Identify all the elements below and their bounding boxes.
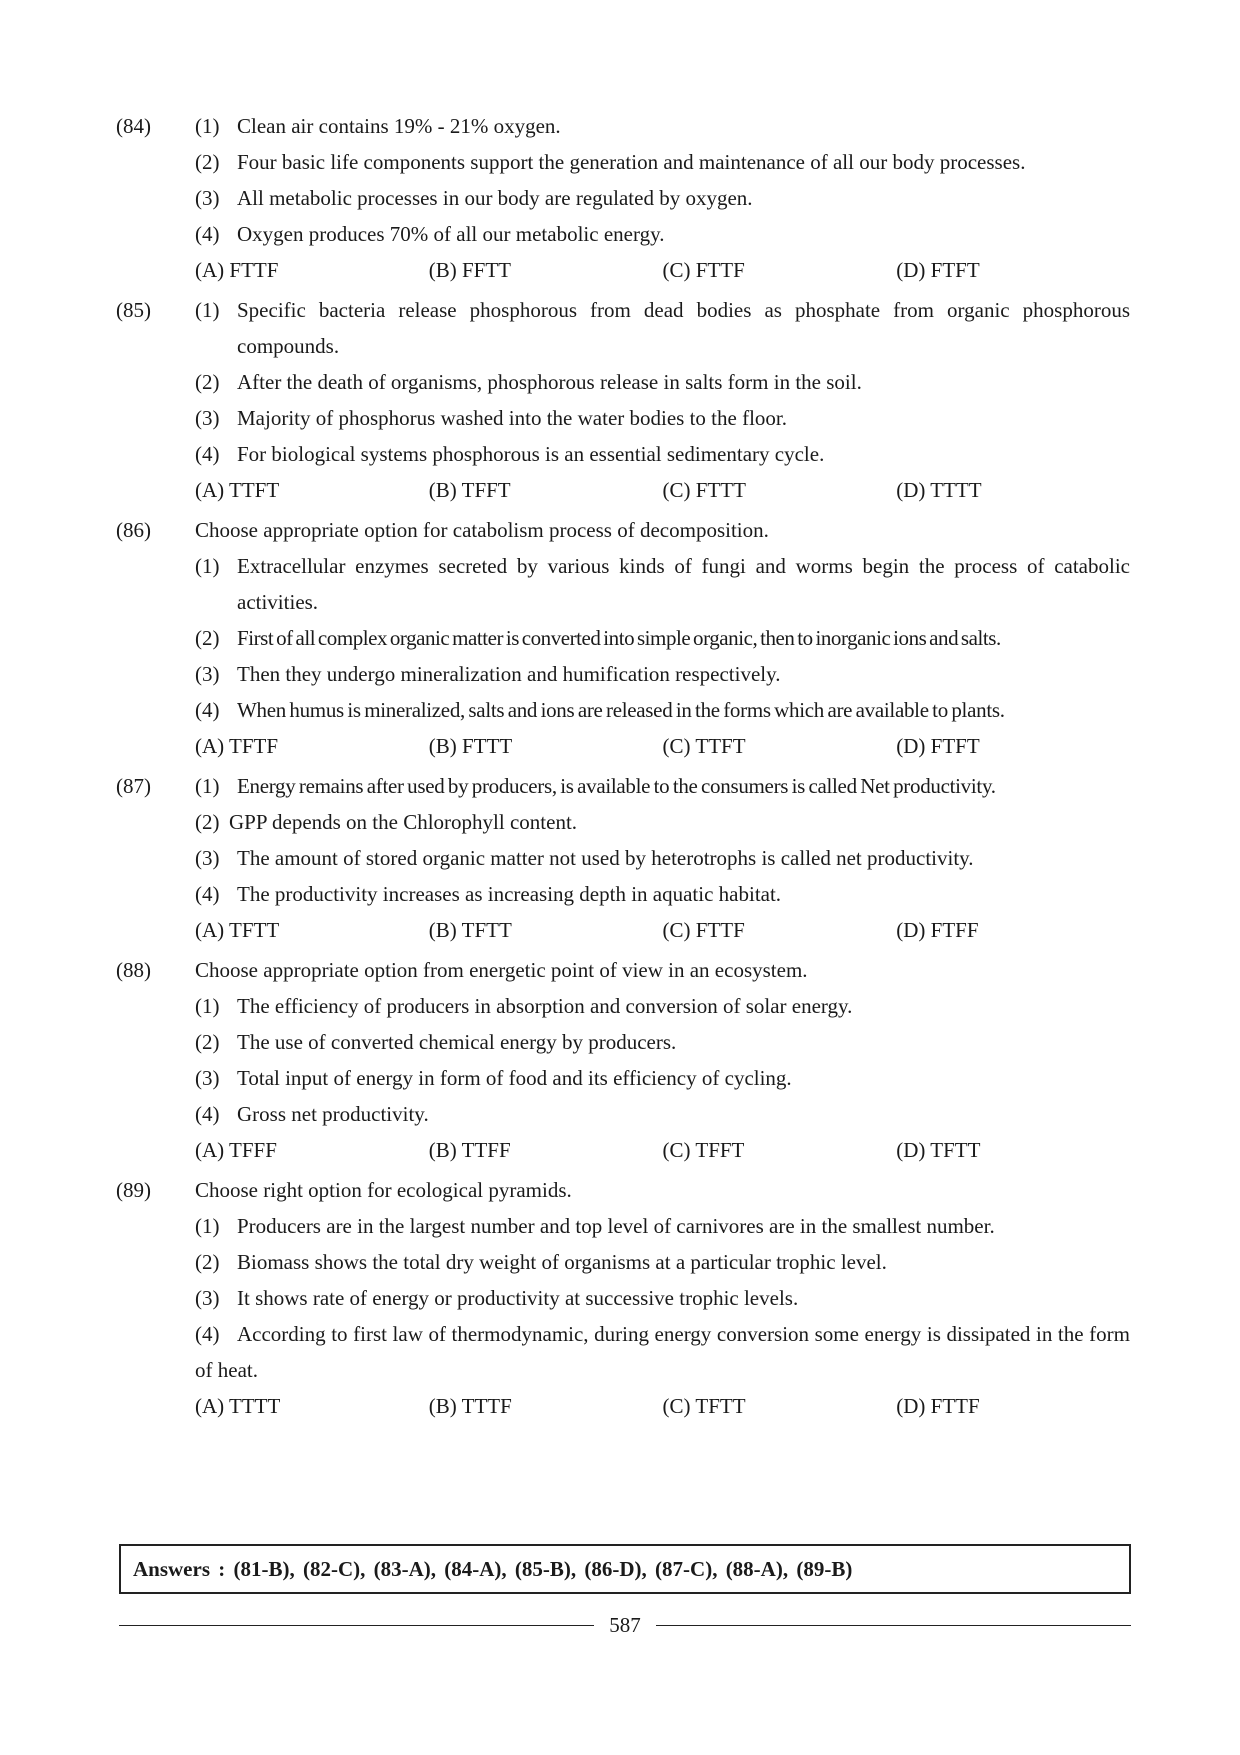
question-number: (88) [116,958,151,982]
option-d: (D) TTTT [896,478,982,502]
statement [195,144,1130,180]
statement-text: GPP depends on the Chlorophyll content. [229,810,578,834]
statement-number: (1) [195,1214,220,1238]
statement-number: (1) [195,114,220,138]
statement-text: Four basic life components support the generation and maintenance of all our body processes. [237,150,1026,174]
statement [195,548,1130,620]
statement-number: (4) [195,442,220,466]
statement-text: The efficiency of producers in absorption and conversion of solar energy. [237,994,853,1018]
statement [195,216,1130,252]
answer-options [195,1132,1130,1172]
question-86 [116,512,1130,768]
statement-number: (1) [195,554,220,578]
statement-text: Specific bacteria release phosphorous from dead bodies as phosphate from organic phosphorous compounds. [237,298,1130,358]
footer-rule-right [656,1625,1131,1626]
statement-text: Clean air contains 19% - 21% oxygen. [237,114,561,138]
statement-number: (2) [195,150,220,174]
statement [195,180,1130,216]
statement-number: (3) [195,1066,220,1090]
statement-text: Biomass shows the total dry weight of organisms at a particular trophic level. [237,1250,887,1274]
option-d: (D) FTFF [896,918,979,942]
question-number: (89) [116,1178,151,1202]
option-b: (B) TTFF [428,1138,511,1162]
statement-text: Total input of energy in form of food and its efficiency of cycling. [237,1066,792,1090]
question-stem: Choose appropriate option for catabolism process of decomposition. [195,518,769,542]
statement-text: Oxygen produces 70% of all our metabolic energy. [237,222,665,246]
statement [195,876,1130,912]
page-number: 587 [609,1613,641,1637]
question-stem: Choose appropriate option from energetic point of view in an ecosystem. [195,958,808,982]
option-c: (C) TFFT [662,1138,745,1162]
statement [195,1244,1130,1280]
statement-number: (2) [195,1030,220,1054]
statement [195,1280,1130,1316]
statement-number: (3) [195,662,220,686]
statement [195,1316,1130,1388]
statement [195,108,1130,144]
option-c: (C) TFTT [662,1394,746,1418]
statement-number: (4) [195,1102,220,1126]
statement-number: (4) [195,222,220,246]
statement-number: (1) [195,994,220,1018]
answer-options [195,472,1130,512]
option-d: (D) FTFT [896,258,980,282]
statement [195,692,1130,728]
statement [195,620,1130,656]
option-a: (A) TFFF [195,1138,277,1162]
statement [195,1096,1130,1132]
statement-number: (2) [195,810,220,834]
question-88 [116,952,1130,1172]
statement-text: Energy remains after used by producers, is available to the consumers is called Net productivity. [237,774,996,798]
statement [195,436,1130,472]
option-a: (A) TFTF [195,734,279,758]
question-84 [116,108,1130,292]
statement [195,804,1130,840]
statement-number: (4) [195,1322,220,1346]
question-87 [116,768,1130,952]
statement-number: (2) [195,626,220,650]
statement [195,768,1130,804]
statement-text: Extracellular enzymes secreted by various kinds of fungi and worms begin the process of catabolic activities. [237,554,1130,614]
statement [195,292,1130,364]
answer-options [195,252,1130,292]
statement-number: (1) [195,774,220,798]
option-b: (B) FTTT [428,734,513,758]
question-list [116,108,1130,1428]
option-c: (C) FTTT [662,478,746,502]
statement-number: (3) [195,846,220,870]
option-a: (A) TTTT [195,1394,281,1418]
statement [195,1208,1130,1244]
answer-key-text: Answers : (81-B), (82-C), (83-A), (84-A), (85-B), (86-D), (87-C), (88-A), (89-B) [133,1557,853,1581]
answer-options [195,1388,1130,1428]
question-89 [116,1172,1130,1428]
option-d: (D) TFTT [896,1138,981,1162]
statement-number: (3) [195,406,220,430]
answer-key-box [119,1544,1131,1594]
statement-text: Gross net productivity. [237,1102,429,1126]
statement-text: The use of converted chemical energy by producers. [237,1030,677,1054]
option-a: (A) FTTF [195,258,279,282]
option-a: (A) TTFT [195,478,280,502]
statement-number: (4) [195,698,220,722]
statement-text: For biological systems phosphorous is an essential sedimentary cycle. [237,442,825,466]
statement-number: (3) [195,186,220,210]
statement [195,840,1130,876]
option-b: (B) FFTT [428,258,512,282]
statement [195,1024,1130,1060]
question-stem: Choose right option for ecological pyramids. [195,1178,572,1202]
statement-number: (1) [195,298,220,322]
option-c: (C) TTFT [662,734,746,758]
answer-options [195,728,1130,768]
statement-text: According to first law of thermodynamic, during energy conversion some energy is dissipated in the form of heat. [195,1322,1130,1382]
page-footer [119,1608,1131,1642]
statement-text: First of all complex organic matter is converted into simple organic, then to inorganic ions and salts. [237,626,1001,650]
option-d: (D) FTTF [896,1394,980,1418]
statement-number: (2) [195,370,220,394]
option-c: (C) FTTF [662,258,745,282]
option-b: (B) TFTT [428,918,512,942]
statement [195,988,1130,1024]
statement-text: All metabolic processes in our body are regulated by oxygen. [237,186,753,210]
statement-number: (4) [195,882,220,906]
option-d: (D) FTFT [896,734,980,758]
statement-text: It shows rate of energy or productivity at successive trophic levels. [237,1286,799,1310]
question-number: (85) [116,298,151,322]
option-b: (B) TFFT [428,478,511,502]
statement [195,364,1130,400]
statement-text: The amount of stored organic matter not used by heterotrophs is called net productivity. [237,846,974,870]
option-c: (C) FTTF [662,918,745,942]
statement-text: The productivity increases as increasing depth in aquatic habitat. [237,882,782,906]
question-number: (87) [116,774,151,798]
question-number: (86) [116,518,151,542]
option-a: (A) TFTT [195,918,280,942]
option-b: (B) TTTF [428,1394,512,1418]
question-number: (84) [116,114,151,138]
answer-options [195,912,1130,952]
statement [195,1060,1130,1096]
statement-number: (3) [195,1286,220,1310]
statement-number: (2) [195,1250,220,1274]
statement [195,400,1130,436]
statement-text: Then they undergo mineralization and humification respectively. [237,662,781,686]
statement-text: When humus is mineralized, salts and ions are released in the forms which are available to plants. [237,698,1005,722]
statement [195,656,1130,692]
statement-text: After the death of organisms, phosphorous release in salts form in the soil. [237,370,862,394]
question-85 [116,292,1130,512]
statement-text: Majority of phosphorus washed into the water bodies to the floor. [237,406,787,430]
statement-text: Producers are in the largest number and top level of carnivores are in the smallest number. [237,1214,995,1238]
